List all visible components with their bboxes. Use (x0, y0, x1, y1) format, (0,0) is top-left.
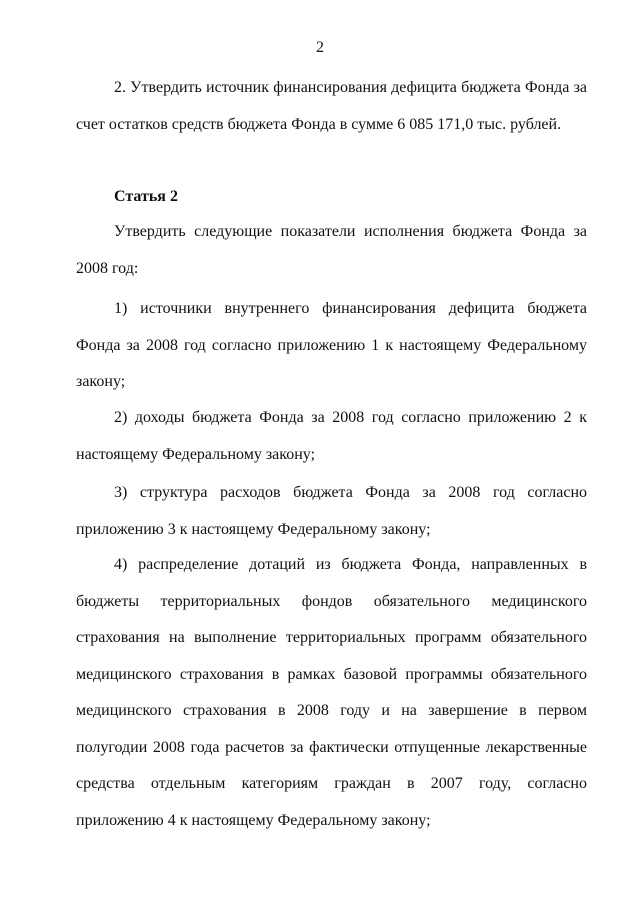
paragraph-approve-indicators: Утвердить следующие показатели исполнения бюджета Фонда за 2008 год: (76, 223, 587, 277)
list-item-1: 1) источники внутреннего финансирования дефицита бюджета Фонда за 2008 год согласно приложению 1 к настоящему Федеральному закону; (76, 300, 587, 390)
list-item-4: 4) распределение дотаций из бюджета Фонда, направленных в бюджеты территориальных фондов обязательного медицинского страхования на выполнение территориальных программ обязательного медицинского страхования в рамках базовой программы обязательного медицинского страхования в 2008 году и на завершение в первом полугодии 2008 года расчетов за фактически отпущенные лекарственные средства отдельным категориям граждан в 2007 году, согласно приложению 4 к настоящему Федеральному закону; (76, 556, 587, 829)
paragraph-funding-source: 2. Утвердить источник финансирования дефицита бюджета Фонда за счет остатков средств бюджета Фонда в сумме 6 085 171,0 тыс. рублей. (76, 79, 587, 133)
list-item-3: 3) структура расходов бюджета Фонда за 2008 год согласно приложению 3 к настоящему Федеральному закону; (76, 484, 587, 538)
list-item-2: 2) доходы бюджета Фонда за 2008 год согласно приложению 2 к настоящему Федеральному закону; (76, 409, 587, 463)
page-number: 2 (316, 39, 324, 56)
article-heading: Статья 2 (114, 188, 178, 205)
